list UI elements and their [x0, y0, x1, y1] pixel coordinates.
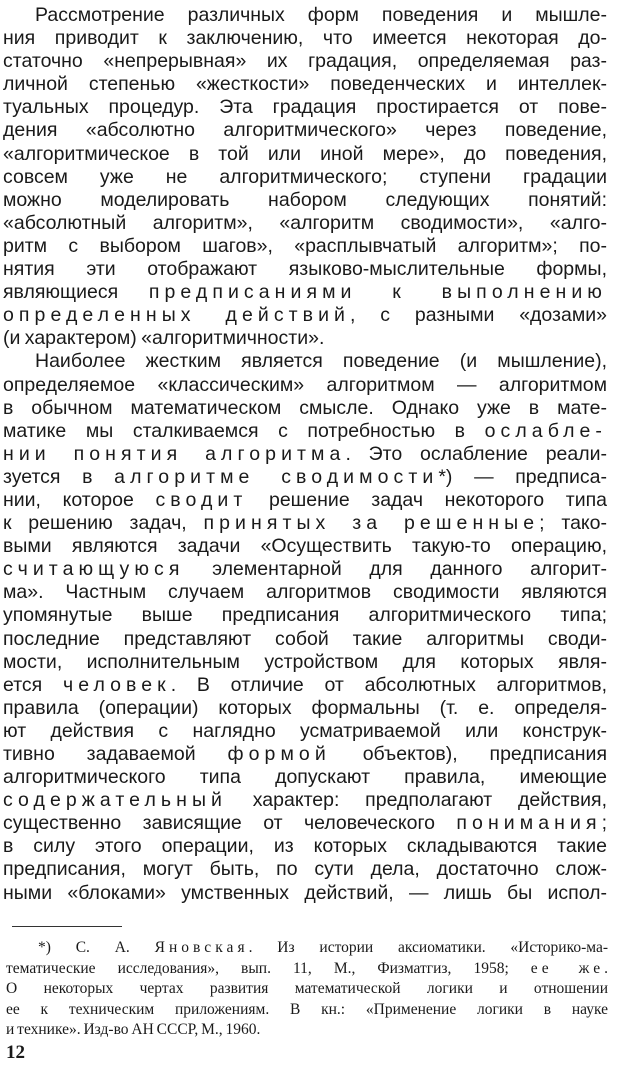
text-segment: характер: предполагают действия,: [227, 789, 607, 812]
text-line: [3, 27, 607, 50]
text-line: [3, 4, 607, 27]
footnote-line: [6, 959, 608, 980]
text-line: [3, 258, 607, 281]
text-segment: О некоторых чертах развития математической логики и отношении: [6, 980, 608, 997]
text-segment: совсем уже не алгоритмического; ступени градации: [3, 165, 607, 188]
text-segment: Наиболее жестким является поведение (и мышление),: [35, 350, 607, 373]
text-line: [3, 73, 607, 96]
footnote-divider: [12, 926, 122, 927]
spaced-emphasis: формой: [227, 743, 331, 765]
footnote-line: [6, 938, 608, 959]
text-line: [3, 766, 607, 789]
text-segment: являющиеся: [3, 281, 149, 304]
text-segment: туальных процедур. Эта градация простирается от пове-: [3, 96, 607, 119]
text-segment: определяемое «классическим» алгоритмом — алгоритмом: [3, 373, 607, 396]
spaced-emphasis: сводит: [155, 488, 248, 511]
text-line: [3, 581, 607, 604]
text-segment: к решению задач,: [3, 512, 204, 535]
text-line: [3, 882, 607, 905]
text-segment: предписания, могут быть, по сути дела, достаточно слож-: [3, 858, 607, 881]
spaced-emphasis: понимания: [456, 812, 602, 835]
text-segment: ными «блоками» умственных действий, — лишь бы испол-: [3, 881, 607, 904]
text-segment: правила (операции) которых формальны (т. е. определя-: [3, 696, 607, 719]
text-line: [3, 812, 607, 835]
text-segment: .: [604, 959, 608, 977]
spaced-emphasis: нии понятия алгоритма: [3, 442, 346, 465]
text-line: [3, 512, 607, 535]
text-segment: решение задач некоторого типа: [247, 488, 607, 511]
text-segment: , с разными «дозами»: [350, 304, 607, 327]
text-segment: тематические исследования», вып. 11, М., Физматгиз, 1958;: [6, 959, 531, 977]
spaced-emphasis: предписаниями к выполнению: [148, 281, 607, 304]
text-line: [3, 697, 607, 720]
text-segment: . Это ослабление реали-: [345, 442, 607, 465]
spaced-emphasis: Яновская: [154, 939, 249, 956]
footnote-line: [6, 1000, 608, 1021]
text-segment: элементарной для данного алгорит-: [184, 558, 607, 581]
text-line: [3, 304, 607, 327]
text-line: [3, 96, 607, 119]
text-segment: ют действия с наглядно усматриваемой или конструк-: [3, 719, 607, 742]
spaced-emphasis: человек: [62, 673, 171, 696]
text-segment: *) — предписа-: [438, 465, 607, 488]
text-segment: в обычном математическом смысле. Однако уже в мате-: [3, 396, 607, 419]
text-line: [3, 350, 607, 373]
spaced-emphasis: считающуюся: [3, 558, 185, 581]
text-line: [3, 143, 607, 166]
text-segment: . Из истории аксиоматики. «Историко-ма-: [248, 939, 609, 956]
text-segment: нятия эти отображают языково-мыслительные формы,: [3, 258, 607, 281]
text-line: [3, 720, 607, 743]
footnote-line: [6, 1020, 608, 1041]
text-segment: зуется в: [3, 465, 115, 488]
spaced-emphasis: содержательный: [3, 789, 228, 812]
text-line: [3, 212, 607, 235]
text-line: [3, 327, 607, 350]
text-segment: дения «абсолютно алгоритмического» через поведение,: [3, 119, 607, 142]
text-line: [3, 397, 607, 420]
text-segment: мости, исполнительным устройством для которых явля-: [3, 650, 607, 673]
text-segment: ется: [3, 673, 63, 696]
text-line: [3, 443, 607, 466]
text-segment: статочно «непрерывная» их градация, определяемая раз-: [3, 50, 607, 73]
text-line: [3, 281, 607, 304]
text-line: [3, 743, 607, 766]
spaced-emphasis: алгоритме сводимости: [114, 465, 439, 488]
text-segment: ;: [601, 812, 607, 835]
text-segment: нии, которое: [3, 488, 156, 511]
text-segment: личной степенью «жесткости» поведенческих и интеллек-: [3, 73, 607, 96]
text-segment: . В отличие от абсолютных алгоритмов,: [170, 673, 607, 696]
text-segment: ния приводит к заключению, что имеется некоторая до-: [3, 27, 607, 50]
text-line: [3, 628, 607, 651]
footnote: [6, 938, 608, 1041]
text-line: [3, 189, 607, 212]
text-line: [3, 558, 607, 581]
text-line: [3, 50, 607, 73]
text-segment: ; тако-: [539, 512, 607, 535]
main-text: [3, 4, 607, 905]
text-line: [3, 119, 607, 142]
text-line: [3, 535, 607, 558]
text-segment: *) С. А.: [38, 939, 155, 956]
text-line: [3, 489, 607, 512]
text-line: [3, 235, 607, 258]
text-segment: ритм с выбором шагов», «расплывчатый алгоритм»; по-: [3, 234, 607, 257]
spaced-emphasis: ее же: [530, 959, 605, 977]
spaced-emphasis: принятых за решенные: [203, 512, 540, 535]
text-segment: тивно задаваемой: [3, 743, 228, 765]
spaced-emphasis: определенных действий: [3, 304, 351, 327]
text-line: [3, 374, 607, 397]
text-line: [3, 651, 607, 674]
text-line: [3, 604, 607, 627]
text-line: [3, 166, 607, 189]
text-line: [3, 674, 607, 697]
text-line: [3, 835, 607, 858]
spaced-emphasis: ослабле-: [484, 419, 607, 442]
text-segment: ма». Частным случаем алгоритмов сводимости являются: [3, 581, 607, 604]
text-segment: алгоритмического типа допускают правила, имеющие: [3, 766, 607, 789]
text-line: [3, 789, 607, 812]
footnote-line: [6, 979, 608, 1000]
text-segment: «алгоритмическое в той или иной мере», до поведения,: [3, 142, 607, 165]
text-segment: и технике». Изд-во АН СССР, М., 1960.: [6, 1021, 261, 1038]
text-segment: (и характером) «алгоритмичности».: [3, 327, 325, 350]
text-segment: в силу этого операции, из которых складываются такие: [3, 835, 607, 858]
text-segment: выми являются задачи «Осуществить такую-то операцию,: [3, 535, 607, 558]
text-line: [3, 466, 607, 489]
text-line: [3, 420, 607, 443]
text-segment: «абсолютный алгоритм», «алгоритм сводимости», «алго-: [3, 211, 607, 234]
text-segment: матике мы сталкиваемся с потребностью в: [3, 419, 485, 442]
text-segment: объектов), предписания: [330, 743, 607, 765]
text-segment: можно моделировать набором следующих понятий:: [3, 188, 607, 211]
text-segment: упомянутые выше предписания алгоритмического типа;: [3, 604, 607, 627]
text-segment: существенно зависящие от человеческого: [3, 812, 457, 835]
text-segment: Рассмотрение различных форм поведения и мышле-: [35, 4, 607, 26]
page-number: 12: [6, 1042, 25, 1063]
text-line: [3, 858, 607, 881]
text-segment: ее к техническим приложениям. В кн.: «Применение логики в науке: [6, 1000, 608, 1018]
text-segment: последние представляют собой такие алгоритмы своди-: [3, 627, 607, 650]
